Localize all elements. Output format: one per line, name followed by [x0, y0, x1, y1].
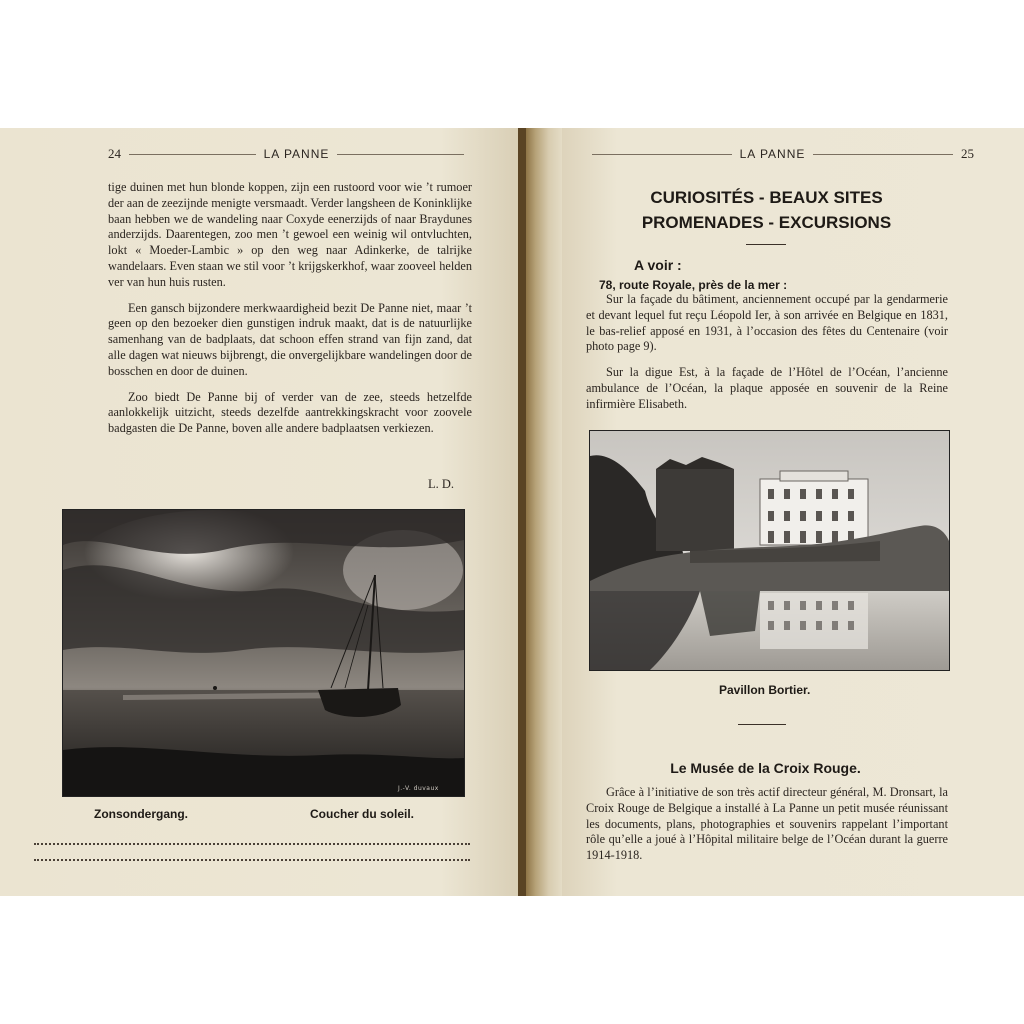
paragraph: Sur la digue Est, à la façade de l’Hôtel de l’Océan, l’ancienne ambulance de l’Océan, la plaque apposée en souvenir de la Reine infirmière Elisabeth. [586, 365, 948, 411]
pavillon-photo [589, 430, 950, 671]
short-rule [746, 244, 786, 245]
left-body-text [108, 180, 472, 437]
dotted-rule [34, 843, 470, 845]
running-head-right: LA PANNE [739, 147, 806, 161]
paragraph: Sur la façade du bâtiment, anciennement occupé par la gendarmerie et devant lequel fut reçu Léopold Ier, à son arrivée en Belgique en 1831, le bas-relief apposé en 1931, à l’occasion des fêtes du Centenaire (voir photo page 9). [586, 292, 948, 354]
header-rule [592, 154, 732, 155]
photo-credit: J.-V. duvaux [398, 785, 439, 792]
section-title [584, 185, 949, 235]
short-rule [738, 724, 786, 725]
museum-heading: Le Musée de la Croix Rouge. [670, 760, 861, 776]
running-head-left: LA PANNE [263, 147, 330, 161]
right-page [562, 128, 1024, 896]
signature: L. D. [428, 477, 455, 491]
right-body-text-2 [586, 785, 948, 864]
paragraph: Grâce à l’initiative de son très actif directeur général, M. Dronsart, la Croix Rouge de Belgique a installé à La Panne un petit musée réunissant les documents, plans, photographies et souvenirs rappelant l’important rôle qu’elle a joué à l’Hôpital militaire belge de l’Océan durant la guerre 1914-1918. [586, 785, 948, 863]
title-line-2: PROMENADES - EXCURSIONS [641, 213, 892, 232]
header-rule [813, 154, 953, 155]
pavillon-illustration [590, 431, 949, 670]
header-rule [129, 154, 256, 155]
paragraph: Een gansch bijzondere merkwaardigheid bezit De Panne niet, maar ’t geen op den bezoeker dien gunstigen indruk maakt, dat is de natuurlijke samenhang van de badplaats, dat schoon effen strand van fijn zand, dat alle dagen wat nieuws bijbrengt, die onvergelijkbare wandelingen door de bosschen en door de duinen. [108, 300, 472, 378]
paragraph: Zoo biedt De Panne bij of verder van de zee, steeds hetzelfde aanlokkelijk uitzicht, steeds dezelfde aantrekkingskracht voor zoovele badgasten die De Panne, boven alle andere badplaatsen verkiezen. [108, 389, 472, 436]
right-page-header [584, 146, 974, 162]
caption-right: Coucher du soleil. [310, 807, 415, 821]
book-spread [0, 128, 1024, 896]
subheading-a-voir: A voir : [634, 257, 682, 273]
dotted-rule [34, 859, 470, 861]
sunset-photo [62, 509, 465, 797]
page-number-left: 24 [108, 146, 121, 161]
sunset-illustration [63, 510, 464, 796]
header-rule [337, 154, 464, 155]
address-heading: 78, route Royale, près de la mer : [599, 278, 788, 292]
title-line-1: CURIOSITÉS - BEAUX SITES [650, 188, 883, 207]
right-body-text-1 [586, 292, 948, 413]
paragraph: tige duinen met hun blonde koppen, zijn een rustoord voor wie ’t rumoer der aan de zeezijnde menigte versmaadt. Verder langsheen de Koninklijke baan hebben we de wandeling naar Coxyde eenerzijds of naar Braydunes anderzijds. Daarentegen, zoo men ’t gewoel een weinig wil ontvluchten, lokt « Moeder-Lambic » op den weg naar Adinkerke, de talrijke wandelaars. Even staan we stil voor ’t krijgskerkhof, waar zooveel helden ver van hun huis rusten. [108, 180, 472, 289]
photo-caption: Pavillon Bortier. [719, 683, 811, 697]
left-page-header [108, 146, 472, 162]
gutter-edge [518, 128, 526, 896]
page-number-right: 25 [961, 146, 974, 161]
caption-left: Zonsondergang. [94, 807, 188, 821]
left-page [0, 128, 518, 896]
